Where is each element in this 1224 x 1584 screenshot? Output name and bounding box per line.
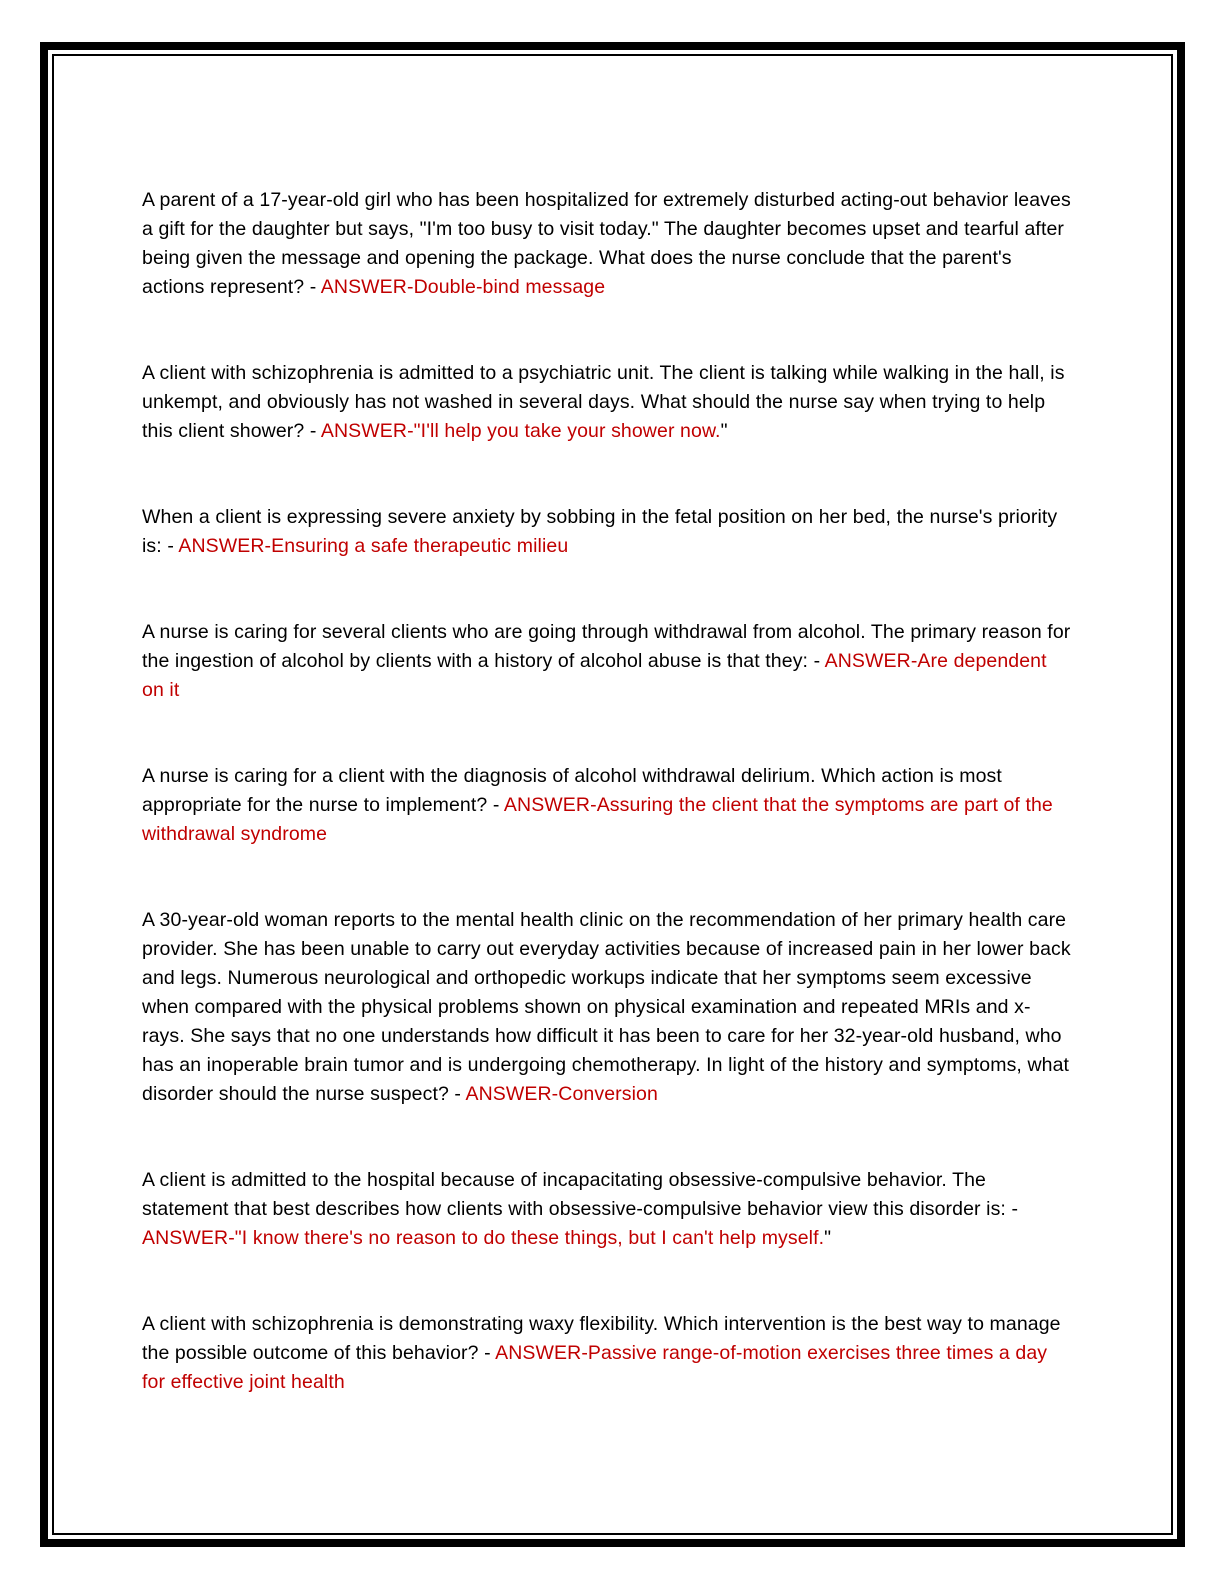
qa-paragraph — [142, 1310, 1071, 1397]
page-border-frame — [40, 42, 1185, 1547]
question-text: A nurse is caring for a client with the diagnosis of alcohol withdrawal delirium. Which action is most appropriate for the nurse to implement? - — [142, 765, 1002, 816]
question-text: A parent of a 17-year-old girl who has been hospitalized for extremely disturbed acting-out behavior leaves a gift for the daughter but says, "I'm too busy to visit today." The daughter becomes upset and tearful after being given the message and opening the package. What does the nurse conclude that the parent's actions represent? - — [142, 189, 1071, 298]
qa-paragraph — [142, 359, 1071, 446]
question-text: A nurse is caring for several clients who are going through withdrawal from alcohol. The primary reason for the ingestion of alcohol by clients with a history of alcohol abuse is that they: - — [142, 621, 1071, 672]
question-text: A client with schizophrenia is demonstrating waxy flexibility. Which intervention is the best way to manage the possible outcome of this behavior? - — [142, 1313, 1061, 1364]
answer-text: ANSWER-Assuring the client that the symptoms are part of the withdrawal syndrome — [142, 794, 1053, 845]
question-text: When a client is expressing severe anxiety by sobbing in the fetal position on her bed, the nurse's priority is: - — [142, 506, 1058, 557]
answer-text: ANSWER-Are dependent on it — [142, 650, 1047, 701]
qa-paragraph — [142, 1166, 1071, 1253]
question-text: A client is admitted to the hospital because of incapacitating obsessive-compulsive behavior. The statement that best describes how clients with obsessive-compulsive behavior view this disorder is: - — [142, 1169, 1019, 1220]
question-text: A 30-year-old woman reports to the mental health clinic on the recommendation of her primary health care provider. She has been unable to carry out everyday activities because of increased pain in her lower back and legs. Numerous neurological and orthopedic workups indicate that her symptoms seem excessive when compared with the physical problems shown on physical examination and repeated MRIs and x-rays. She says that no one understands how difficult it has been to care for her 32-year-old husband, who has an inoperable brain tumor and is undergoing chemotherapy. In light of the history and symptoms, what disorder should the nurse suspect? - — [142, 909, 1071, 1105]
answer-text: ANSWER-Double-bind message — [320, 276, 606, 298]
document-body — [54, 56, 1171, 1397]
answer-text: ANSWER-"I'll help you take your shower now. — [320, 420, 721, 442]
qa-paragraph — [142, 762, 1071, 849]
question-text: " — [824, 1227, 832, 1249]
qa-paragraph — [142, 186, 1071, 302]
answer-text: ANSWER-Ensuring a safe therapeutic milieu — [178, 535, 569, 557]
qa-paragraph — [142, 906, 1071, 1109]
qa-paragraph — [142, 503, 1071, 561]
page-border-inner-frame — [52, 54, 1173, 1535]
qa-paragraph — [142, 618, 1071, 705]
question-text: " — [720, 420, 728, 442]
answer-text: ANSWER-Passive range-of-motion exercises three times a day for effective joint health — [142, 1342, 1048, 1393]
answer-text: ANSWER-Conversion — [465, 1083, 658, 1105]
question-text: A client with schizophrenia is admitted to a psychiatric unit. The client is talking while walking in the hall, is unkempt, and obviously has not washed in several days. What should the nurse say when trying to help this client shower? - — [142, 362, 1065, 442]
answer-text: ANSWER-"I know there's no reason to do these things, but I can't help myself. — [142, 1227, 825, 1249]
